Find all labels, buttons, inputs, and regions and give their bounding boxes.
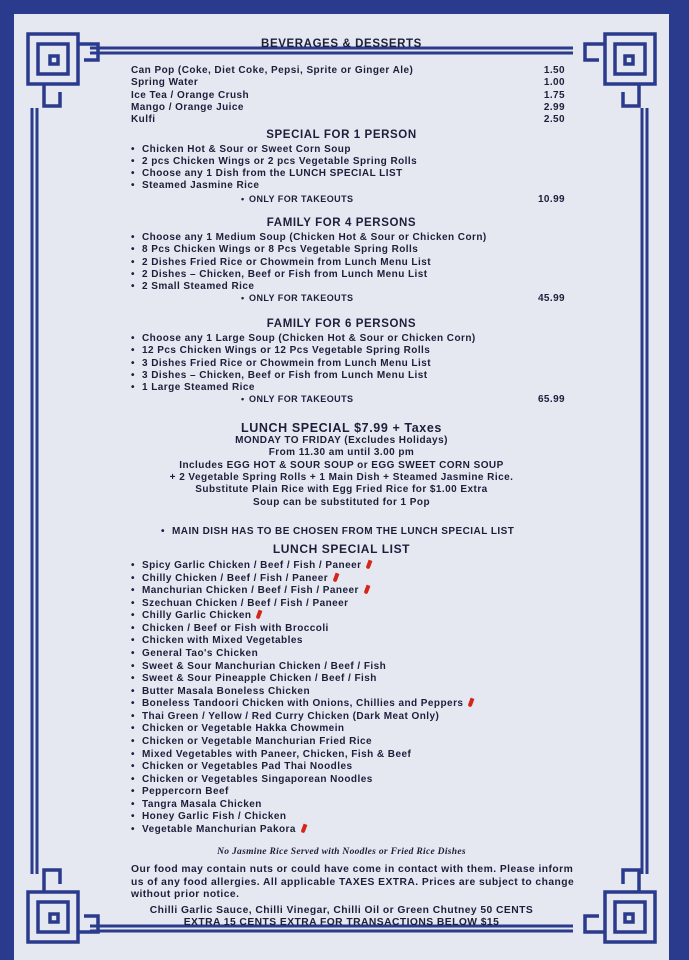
menu-page [14, 14, 669, 960]
beverage-price: 1.00 [543, 77, 565, 88]
lunch-special-line: From 11.30 am until 3.00 pm [268, 447, 415, 458]
list-item: • Choose any 1 Large Soup (Chicken Hot & Sour or Chicken Corn) [131, 333, 476, 344]
beverage-price: 2.99 [543, 102, 565, 113]
list-item: • Chicken Hot & Sour or Sweet Corn Soup [131, 144, 351, 155]
chili-icon [363, 585, 370, 595]
bullet: • [131, 660, 135, 672]
lunch-list-item-label: Thai Green / Yellow / Red Curry Chicken (Dark Meat Only) [142, 710, 440, 722]
lunch-special-line: MONDAY TO FRIDAY (Excludes Holidays) [235, 435, 448, 446]
takeout-note: • ONLY FOR TAKEOUTS [241, 194, 354, 204]
list-item: • 1 Large Steamed Rice [131, 382, 255, 393]
lunch-list-heading: LUNCH SPECIAL LIST [272, 542, 411, 556]
lunch-list-item [131, 774, 373, 785]
lunch-special-line: Includes EGG HOT & SOUR SOUP or EGG SWEET CORN SOUP [179, 460, 504, 471]
lunch-list-item [131, 736, 372, 747]
beverage-item: Mango / Orange Juice [131, 102, 244, 113]
takeout-note: • ONLY FOR TAKEOUTS [241, 293, 354, 303]
family-6-heading: FAMILY FOR 6 PERSONS [266, 318, 417, 330]
family-6-price: 65.99 [537, 394, 565, 405]
lunch-list-item-label: Chilly Chicken / Beef / Fish / Paneer [142, 572, 329, 584]
beverage-item: Can Pop (Coke, Diet Coke, Pepsi, Sprite or Ginger Ale) [131, 65, 414, 76]
lunch-list-item-label: Chilly Garlic Chicken [142, 610, 252, 622]
bullet: • [131, 648, 135, 659]
list-item: • Choose any 1 Medium Soup (Chicken Hot & Sour or Chicken Corn) [131, 232, 487, 243]
family-4-heading: FAMILY FOR 4 PERSONS [266, 217, 417, 229]
bullet: • [131, 824, 135, 835]
bullet: • [131, 698, 135, 710]
bullet: • [131, 572, 135, 584]
bullet: • [131, 761, 135, 773]
lunch-list-item [131, 824, 306, 835]
lunch-list-item [131, 573, 338, 584]
lunch-list-item [131, 723, 344, 734]
lunch-list-item-label: Sweet & Sour Pineapple Chicken / Beef / Fish [142, 673, 377, 685]
beverages-heading: BEVERAGES & DESSERTS [261, 38, 422, 50]
bullet: • [131, 560, 135, 571]
lunch-list-item-label: Boneless Tandoori Chicken with Onions, Chillies and Peppers [142, 698, 464, 710]
lunch-list-item [131, 560, 371, 571]
bullet: • [131, 597, 135, 609]
bullet: • [131, 635, 135, 647]
allergy-note: Our food may contain nuts or could have come in contact with them. Please inform [131, 864, 574, 875]
lunch-list-item [131, 799, 262, 810]
lunch-list-item [131, 648, 258, 659]
beverage-item: Spring Water [131, 77, 199, 88]
bullet: • [131, 723, 135, 735]
lunch-list-item [131, 711, 439, 722]
lunch-list-item [131, 610, 261, 621]
beverage-item: Ice Tea / Orange Crush [131, 90, 250, 101]
lunch-list-item-label: General Tao's Chicken [142, 648, 259, 659]
chili-icon [300, 824, 307, 834]
bullet: • [131, 773, 135, 785]
lunch-list-item [131, 585, 369, 596]
beverage-price: 1.50 [543, 65, 565, 76]
beverage-item: Kulfi [131, 114, 156, 125]
extra-charge-line: EXTRA 15 CENTS EXTRA FOR TRANSACTIONS BELOW $15 [183, 917, 500, 928]
lunch-list-item [131, 698, 473, 709]
chili-icon [333, 572, 340, 582]
lunch-list-item [131, 598, 349, 609]
bullet: • [131, 748, 135, 760]
lunch-list-item-label: Chicken or Vegetables Pad Thai Noodles [142, 761, 353, 773]
list-item: • 2 pcs Chicken Wings or 2 pcs Vegetable Spring Rolls [131, 156, 418, 167]
lunch-list-item-label: Chicken or Vegetable Manchurian Fried Rice [142, 736, 373, 747]
lunch-list-item-label: Chicken or Vegetables Singaporean Noodles [142, 773, 373, 785]
bullet: • [131, 585, 135, 597]
bullet: • [131, 736, 135, 747]
sauce-line: Chilli Garlic Sauce, Chilli Vinegar, Chilli Oil or Green Chutney 50 CENTS [149, 905, 534, 916]
chili-icon [468, 698, 475, 708]
lunch-list-item [131, 811, 286, 822]
chili-icon [366, 560, 373, 570]
lunch-list-item [131, 673, 377, 684]
lunch-list-item [131, 623, 329, 634]
lunch-list-item-label: Sweet & Sour Manchurian Chicken / Beef / Fish [142, 660, 387, 672]
lunch-special-heading: LUNCH SPECIAL $7.99 + Taxes [241, 421, 442, 435]
list-item: • 12 Pcs Chicken Wings or 12 Pcs Vegetable Spring Rolls [131, 345, 431, 356]
family-4-price: 45.99 [537, 293, 565, 304]
lunch-special-line: Soup can be substituted for 1 Pop [252, 497, 431, 508]
list-item: • 3 Dishes – Chicken, Beef or Fish from Lunch Menu List [131, 370, 428, 381]
list-item: • 2 Dishes – Chicken, Beef or Fish from Lunch Menu List [131, 269, 428, 280]
lunch-list-item-label: Butter Masala Boneless Chicken [142, 685, 310, 697]
lunch-list-item [131, 661, 386, 672]
lunch-list-item-label: Vegetable Manchurian Pakora [142, 824, 296, 835]
lunch-list-item-label: Manchurian Chicken / Beef / Fish / Paneer [142, 585, 359, 597]
bullet: • [131, 798, 135, 810]
list-item: • Choose any 1 Dish from the LUNCH SPECIAL LIST [131, 168, 403, 179]
bullet: • [131, 622, 135, 634]
lunch-list-item-label: Spicy Garlic Chicken / Beef / Fish / Paneer [142, 560, 362, 571]
lunch-list-item-label: Honey Garlic Fish / Chicken [142, 811, 287, 823]
lunch-list-item-label: Tangra Masala Chicken [142, 798, 262, 810]
lunch-list-item-label: Mixed Vegetables with Paneer, Chicken, Fish & Beef [142, 748, 412, 760]
lunch-list-item-label: Peppercorn Beef [142, 786, 229, 798]
bullet: • [131, 710, 135, 722]
beverage-price: 2.50 [543, 114, 565, 125]
chili-icon [256, 610, 263, 620]
lunch-list-item [131, 635, 303, 646]
lunch-list-item [131, 761, 353, 772]
bullet: • [131, 786, 135, 798]
lunch-list-item-label: Chicken with Mixed Vegetables [142, 635, 303, 647]
lunch-list-item [131, 749, 411, 760]
lunch-special-line: + 2 Vegetable Spring Rolls + 1 Main Dish + Steamed Jasmine Rice. [169, 472, 514, 483]
rice-note: No Jasmine Rice Served with Noodles or Fried Rice Dishes [217, 847, 466, 857]
allergy-note: us of any food allergies. All applicable TAXES EXTRA. Prices are subject to change [131, 877, 575, 888]
lunch-list-item-label: Szechuan Chicken / Beef / Fish / Paneer [142, 597, 349, 609]
bullet: • [131, 685, 135, 697]
list-item: • 3 Dishes Fried Rice or Chowmein from Lunch Menu List [131, 358, 431, 369]
beverage-price: 1.75 [543, 90, 565, 101]
special-1-heading: SPECIAL FOR 1 PERSON [266, 129, 417, 141]
main-dish-note: • MAIN DISH HAS TO BE CHOSEN FROM THE LUNCH SPECIAL LIST [161, 526, 515, 537]
lunch-list-item-label: Chicken / Beef or Fish with Broccoli [142, 622, 329, 634]
special-1-price: 10.99 [537, 194, 565, 205]
list-item: • 2 Dishes Fried Rice or Chowmein from Lunch Menu List [131, 257, 431, 268]
bullet: • [131, 811, 135, 823]
bullet: • [131, 673, 135, 685]
bullet: • [131, 610, 135, 622]
list-item: • 2 Small Steamed Rice [131, 281, 255, 292]
allergy-note: without prior notice. [131, 889, 240, 900]
lunch-list-item-label: Chicken or Vegetable Hakka Chowmein [142, 723, 345, 735]
list-item: • 8 Pcs Chicken Wings or 8 Pcs Vegetable Spring Rolls [131, 244, 419, 255]
takeout-note: • ONLY FOR TAKEOUTS [241, 394, 354, 404]
lunch-special-line: Substitute Plain Rice with Egg Fried Rice for $1.00 Extra [195, 484, 488, 495]
lunch-list-item [131, 786, 229, 797]
list-item: • Steamed Jasmine Rice [131, 180, 260, 191]
lunch-list-item [131, 686, 310, 697]
